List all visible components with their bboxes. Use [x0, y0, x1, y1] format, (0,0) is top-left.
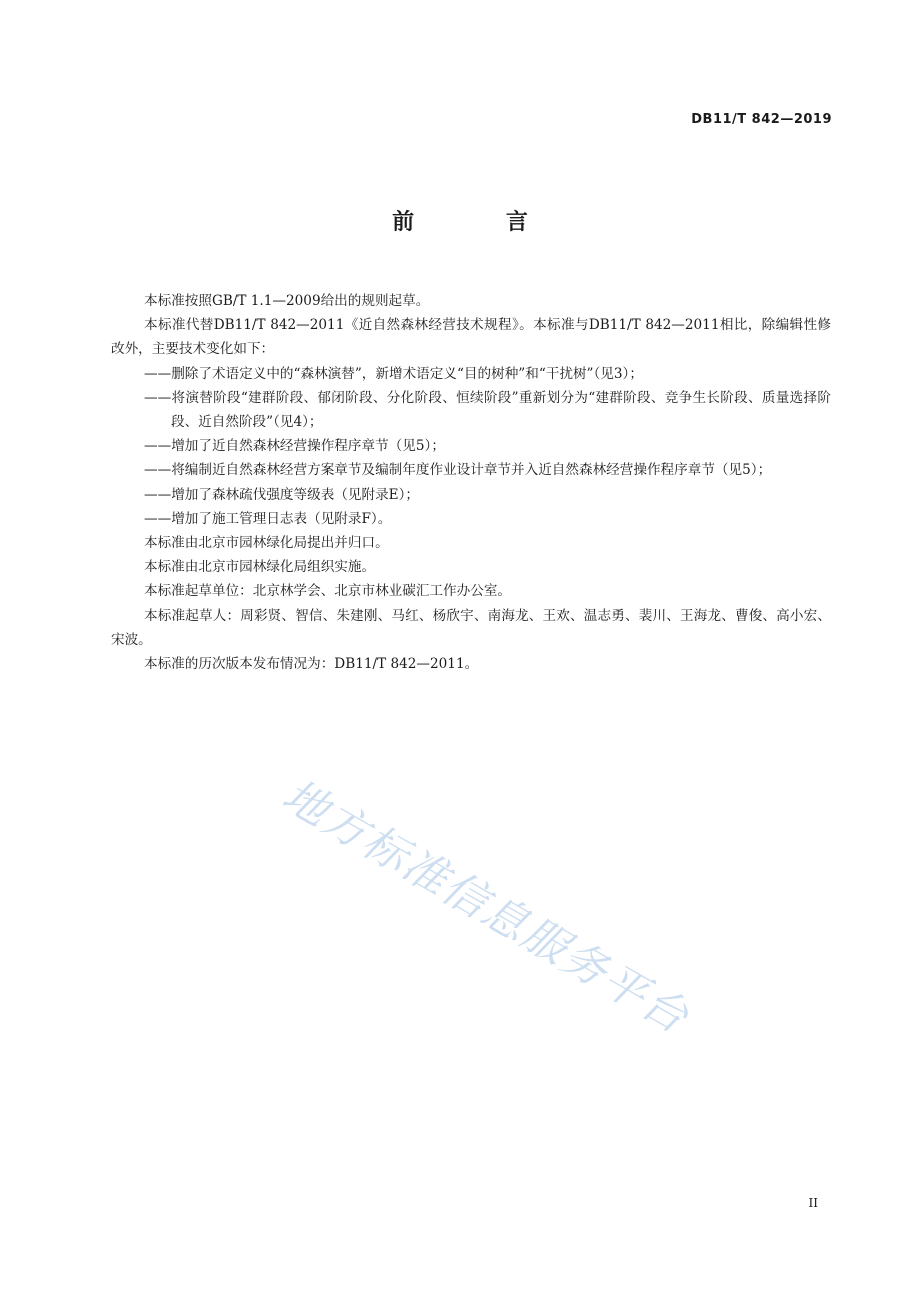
change-item: ——增加了森林疏伐强度等级表（见附录E）；	[144, 486, 419, 503]
paragraph-drafting-unit: 本标准起草单位：北京林学会、北京市林业碳汇工作办公室。	[144, 583, 512, 600]
paragraph-replaces: 本标准代替DB11/T 842—2011《近自然森林经营技术规程》。本标准与DB11/T 842—2011相比，除编辑性修改外，主要技术变化如下：	[111, 317, 831, 358]
change-item: ——将演替阶段“建群阶段、郁闭阶段、分化阶段、恒续阶段”重新划分为“建群阶段、竞争生长阶段、质量选择阶段、近自然阶段”（见4）；	[144, 389, 831, 431]
document-code: DB11/T 842—2019	[691, 112, 832, 127]
paragraph-drafters: 本标准起草人：周彩贤、智信、朱建刚、马红、杨欣宇、南海龙、王欢、温志勇、裴川、王海龙、曹俊、高小宏、宋波。	[111, 607, 831, 648]
paragraph-version-history: 本标准的历次版本发布情况为：DB11/T 842—2011。	[144, 656, 479, 673]
paragraph-implementer: 本标准由北京市园林绿化局组织实施。	[144, 559, 376, 576]
change-item: ——增加了施工管理日志表（见附录F）。	[144, 510, 392, 527]
page-title: 前 言	[392, 210, 570, 235]
change-item: ——增加了近自然森林经营操作程序章节（见5）；	[144, 438, 445, 455]
change-item: ——删除了术语定义中的“森林演替”，新增术语定义“目的树种”和“干扰树”（见3）；	[144, 365, 643, 382]
paragraph-drafting-rules: 本标准按照GB/T 1.1—2009给出的规则起草。	[144, 293, 430, 309]
foreword-body	[111, 289, 831, 676]
change-item: ——将编制近自然森林经营方案章节及编制年度作业设计章节并入近自然森林经营操作程序章节（见5）；	[144, 462, 772, 479]
paragraph-proposer: 本标准由北京市园林绿化局提出并归口。	[144, 535, 389, 552]
watermark-text: 地方标准信息服务平台	[273, 769, 698, 1044]
page-number: II	[808, 1196, 818, 1210]
